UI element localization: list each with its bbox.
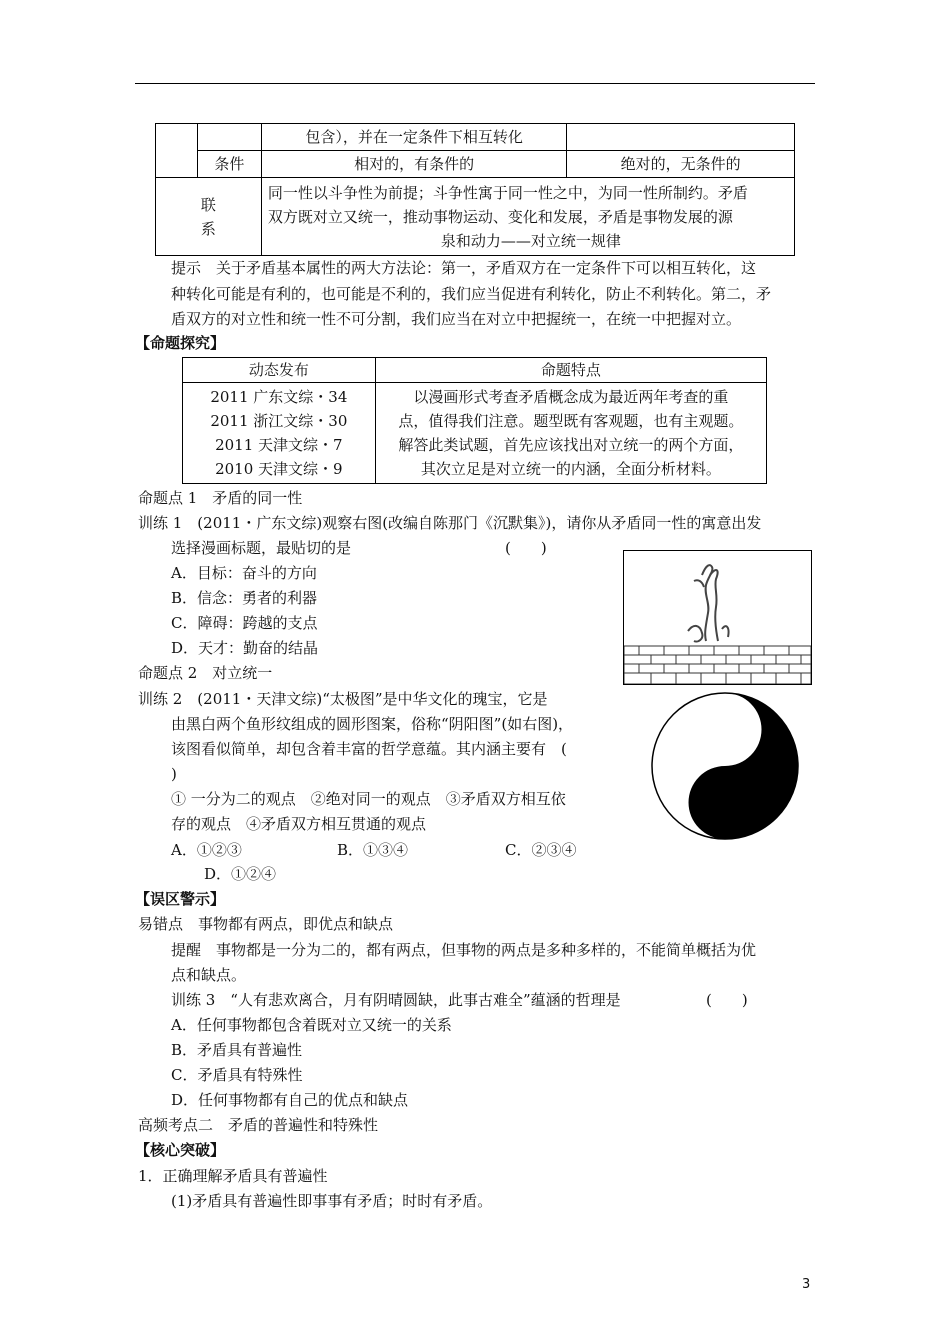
train2-line-4: ) xyxy=(171,765,177,783)
table-cell-condition-label: 条件 xyxy=(197,151,261,178)
header-rule xyxy=(135,83,815,84)
cartoon-drawing xyxy=(624,551,811,684)
table-cell-link-content xyxy=(261,178,794,256)
table-cell-empty xyxy=(567,124,795,151)
train2-line-1: 训练 2 (2011・天津文综)“太极图”是中华文化的瑰宝，它是 xyxy=(138,690,548,708)
feature-line: 以漫画形式考查矛盾概念成为最近两年考查的重 xyxy=(413,388,729,406)
tip-line-3: 盾双方的对立性和统一性不可分割，我们应当在对立中把握统一，在统一中把握对立。 xyxy=(171,310,742,328)
source-item: 2010 天津文综・9 xyxy=(215,460,343,478)
train1-line-2: 选择漫画标题，最贴切的是 xyxy=(171,539,352,557)
feature-line: 点，值得我们注意。题型既有客观题，也有主观题。 xyxy=(398,412,744,430)
core-item-1-1: (1)矛盾具有普遍性即事事有矛盾；时时有矛盾。 xyxy=(171,1192,493,1210)
tip-line-2: 种转化可能是有利的，也可能是不利的，我们应当促进有利转化，防止不利转化。第二，矛 xyxy=(171,285,772,303)
cartoon-image xyxy=(623,550,812,685)
train1-option-d: D．天才：勤奋的结晶 xyxy=(171,639,319,657)
section-heading-core: 【核心突破】 xyxy=(135,1141,226,1159)
tip-line-1: 提示 关于矛盾基本属性的两大方法论：第一，矛盾双方在一定条件下可以相互转化，这 xyxy=(171,259,757,277)
source-item: 2011 天津文综・7 xyxy=(215,436,343,454)
feature-line: 解答此类试题，首先应该找出对立统一的两个方面， xyxy=(398,436,744,454)
proposition-table xyxy=(182,357,767,484)
train2-option-a: A．①②③ xyxy=(171,841,242,859)
section-heading-wuqu: 【误区警示】 xyxy=(135,890,226,908)
train3-option-a: A．任何事物都包含着既对立又统一的关系 xyxy=(171,1016,452,1034)
table-cell-features xyxy=(375,383,766,484)
train2-option-c: C．②③④ xyxy=(505,841,577,859)
train1-option-b: B．信念：勇者的利器 xyxy=(171,589,318,607)
core-item-1: 1．正确理解矛盾具有普遍性 xyxy=(138,1167,328,1185)
easy-mistake-point: 易错点 事物都有两点，即优点和缺点 xyxy=(138,915,394,933)
table-cell-empty xyxy=(197,124,261,151)
link-line-2: 双方既对立又统一，推动事物运动、变化和发展，矛盾是事物发展的源 xyxy=(267,207,733,226)
section-heading-mingti: 【命题探究】 xyxy=(135,334,226,352)
proposition-point-1: 命题点 1 矛盾的同一性 xyxy=(138,489,303,507)
source-item: 2011 广东文综・34 xyxy=(210,388,348,406)
train2-line-5: ① 一分为二的观点 ②绝对同一的观点 ③矛盾双方相互依 xyxy=(171,790,566,808)
identity-struggle-table xyxy=(155,123,795,256)
train2-option-b: B．①③④ xyxy=(337,841,409,859)
train2-line-2: 由黑白两个鱼形纹组成的圆形图案，俗称“阴阳图”(如右图)， xyxy=(171,715,574,733)
train3-option-c: C．矛盾具有特殊性 xyxy=(171,1066,303,1084)
yin-yang-icon xyxy=(650,691,800,841)
high-frequency-point-2: 高频考点二 矛盾的普遍性和特殊性 xyxy=(138,1116,379,1134)
table-cell-condition-struggle: 绝对的，无条件的 xyxy=(567,151,795,178)
train1-answer-paren: ( ) xyxy=(505,539,547,557)
table-cell-condition-identity: 相对的，有条件的 xyxy=(261,151,567,178)
train3-answer-paren: ( ) xyxy=(706,991,748,1009)
remind-line-1: 提醒 事物都是一分为二的，都有两点，但事物的两点是多种多样的，不能简单概括为优 xyxy=(171,941,757,959)
train1-option-a: A．目标：奋斗的方向 xyxy=(171,564,317,582)
table-header-dynamic: 动态发布 xyxy=(183,358,376,383)
proposition-point-2: 命题点 2 对立统一 xyxy=(138,664,273,682)
table-cell-transform: 包含），并在一定条件下相互转化 xyxy=(261,124,567,151)
train3-option-b: B．矛盾具有普遍性 xyxy=(171,1041,303,1059)
link-line-1: 同一性以斗争性为前提；斗争性寓于同一性之中，为同一性所制约。矛盾 xyxy=(267,183,748,202)
train2-option-d: D．①②④ xyxy=(204,865,277,883)
source-item: 2011 浙江文综・30 xyxy=(210,412,348,430)
link-label-1: 联 xyxy=(200,195,216,214)
train2-line-6: 存的观点 ④矛盾双方相互贯通的观点 xyxy=(171,815,427,833)
train1-option-c: C．障碍：跨越的支点 xyxy=(171,614,318,632)
page-number: 3 xyxy=(802,1277,811,1292)
train1-line-1: 训练 1 (2011・广东文综)观察右图(改编自陈那门《沉默集》)，请你从矛盾同一性的寓意出发 xyxy=(138,514,762,532)
link-line-3: 泉和动力——对立统一规律 xyxy=(440,231,621,250)
remind-line-2: 点和缺点。 xyxy=(171,966,247,984)
train3-line-1: 训练 3 “人有悲欢离合，月有阴晴圆缺，此事古难全”蕴涵的哲理是 xyxy=(171,991,621,1009)
table-cell-empty xyxy=(156,124,198,178)
table-cell-sources xyxy=(183,383,376,484)
table-header-features: 命题特点 xyxy=(375,358,766,383)
train3-option-d: D．任何事物都有自己的优点和缺点 xyxy=(171,1091,409,1109)
train2-line-3: 该图看似简单，却包含着丰富的哲学意蕴。其内涵主要有 ( xyxy=(171,740,567,758)
table-cell-link-label xyxy=(156,178,262,256)
link-label-2: 系 xyxy=(200,219,216,238)
feature-line: 其次立足是对立统一的内涵，全面分析材料。 xyxy=(420,460,721,478)
